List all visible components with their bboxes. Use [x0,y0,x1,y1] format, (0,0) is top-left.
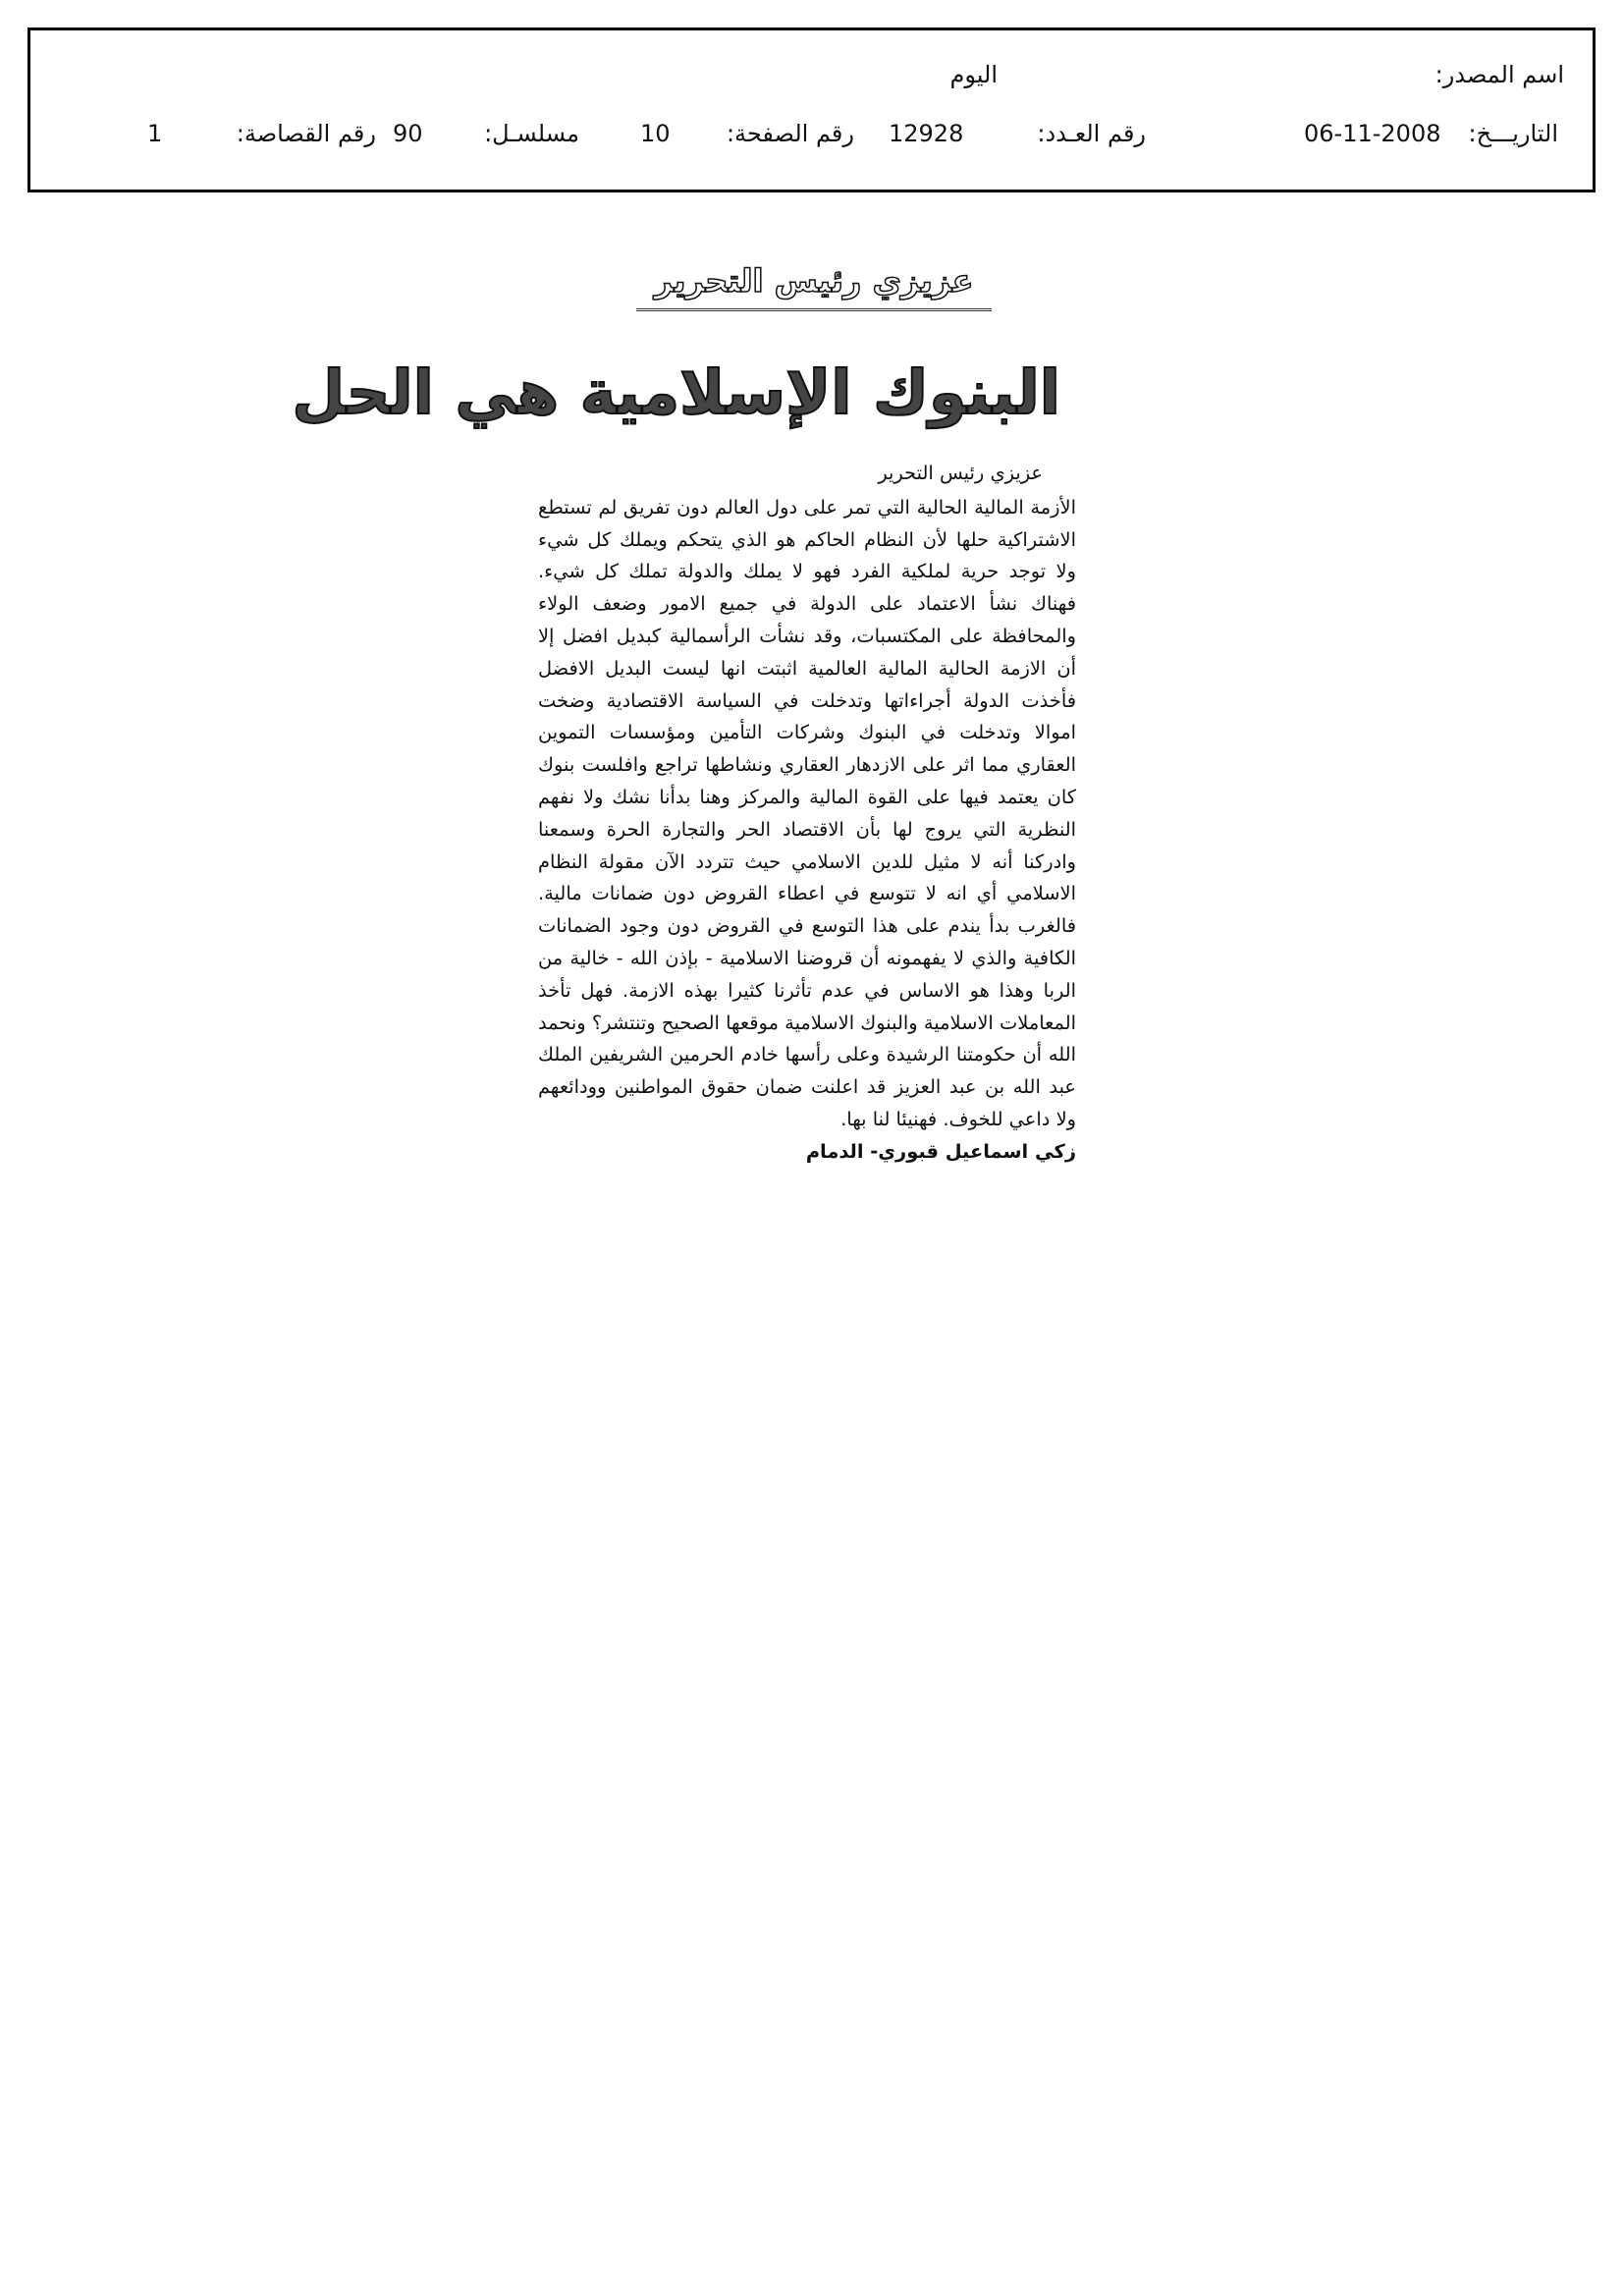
clip-label: رقم القصاصة: [236,120,376,147]
clipping-header-box [27,27,1596,192]
serial-label: مسلسـل: [484,120,579,147]
article-signature: زكي اسماعيل قبوري- الدمام [805,1139,1076,1163]
issue-label: رقم العـدد: [1037,120,1146,147]
issue-value: 12928 [889,120,964,147]
page-label: رقم الصفحة: [726,120,854,147]
date-value: 06-11-2008 [1304,120,1441,147]
date-label: التاريـــخ: [1468,120,1558,147]
article-text: الأزمة المالية الحالية التي تمر على دول العالم دون تفريق لم تستطع الاشتراكية حلها لأن النظام الحاكم هو الذي يتحكم ويملك كل شيء ولا توجد حرية لملكية الفرد فهو لا يملك والدولة تملك كل شيء. فهناك نشأ الاعتماد على الدولة في جميع الامور وضعف الولاء والمحافظة على المكتسبات، وقد نشأت الرأسمالية كبديل افضل إلا أن الازمة الحالية المالية العالمية اثبتت انها ليست البديل الافضل فأخذت الدولة أجراءاتها وتدخلت في السياسة الاقتصادية وضخت اموالا وتدخلت في البنوك وشركات التأمين ومؤسسات التموين العقاري مما اثر على الازدهار العقاري ونشاطها تراجع وافلست بنوك كان يعتمد فيها على القوة المالية والمركز وهنا بدأنا نشك ولا نفهم النظرية التي يروج لها بأن الاقتصاد الحر والتجارة الحرة وسمعنا وادركنا أنه لا مثيل للدين الاسلامي حيث تتردد الآن مقولة النظام الاسلامي أي انه لا تتوسع في اعطاء القروض دون ضمانات مالية. فالغرب بدأ يندم على هذا التوسع في القروض دون وجود الضمانات الكافية والذي لا يفهمونه أن قروضنا الاسلامية - بإذن الله - خالية من الربا وهذا هو الاساس في عدم تأثرنا كثيرا بهذه الازمة. فهل تأخذ المعاملات الاسلامية والبنوك الاسلامية موقعها الصحيح وتنتشر؟ ونحمد الله أن حكومتنا الرشيدة وعلى رأسها خادم الحرمين الشريفين الملك عبد الله بن عبد العزيز قد اعلنت ضمان حقوق المواطنين وودائعهم ولا داعي للخوف. فهنيئا لنا بها. [538,495,1076,1130]
page-value: 10 [640,120,671,147]
article-headline: البنوك الإسلامية هي الحل [292,356,1060,428]
column-kicker [636,253,992,311]
clip-value: 1 [147,120,163,147]
source-value: اليوم [949,61,998,88]
kicker-text: عزيزي رئيس التحرير [654,262,974,300]
article-greeting: عزيزي رئيس التحرير [878,462,1043,484]
article-body [538,458,1076,1169]
serial-value: 90 [393,120,423,147]
source-label: اسم المصدر: [1434,61,1564,88]
